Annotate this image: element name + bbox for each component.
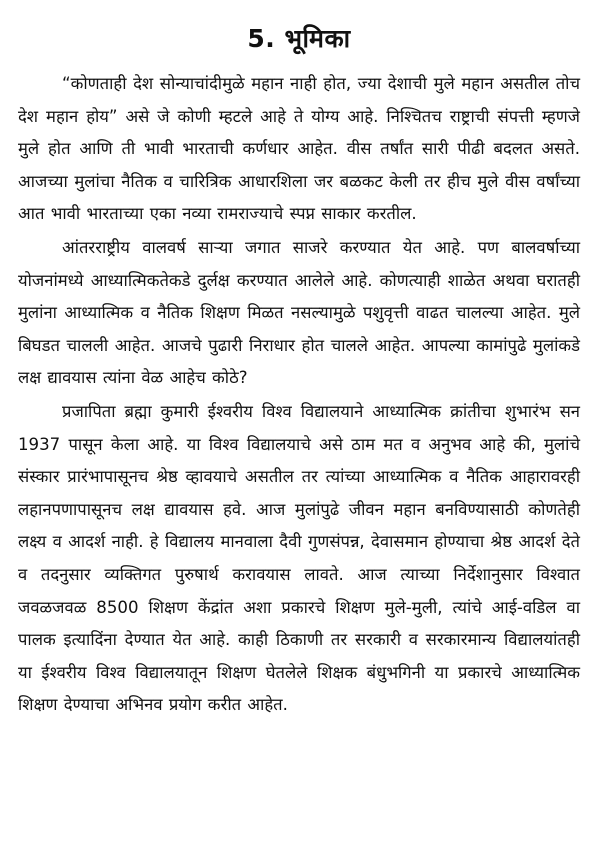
paragraph-brahma-kumaris: प्रजापिता ब्रह्मा कुमारी ईश्वरीय विश्व विद्यालयाने आध्यात्मिक क्रांतीचा शुभारंभ सन 1937 पासून केला आहे. या विश्व विद्यालयाचे असे ठाम मत व अनुभव आहे की, मुलांचे संस्कार प्रारंभापासूनच श्रेष्ठ व्हावयाचे असतील तर त्यांच्या आध्यात्मिक व नैतिक आहारावरही लहानपणापासूनच लक्ष द्यावयास हवे. आज मुलांपुढे जीवन महान बनविण्यासाठी कोणतेही लक्ष्य व आदर्श नाही. हे विद्यालय मानवाला दैवी गुणसंपन्न, देवासमान होण्याचा श्रेष्ठ आदर्श देते व तदनुसार व्यक्तिगत पुरुषार्थ करावयास लावते. आज त्याच्या निर्देशानुसार विश्वात जवळजवळ 8500 शिक्षण केंद्रांत अशा प्रकारचे शिक्षण मुले-मुली, त्यांचे आई-वडिल वा पालक इत्यादिंना देण्यात येत आहे. काही ठिकाणी तर सरकारी व सरकारमान्य विद्यालयांतही या ईश्वरीय विश्व विद्यालयातून शिक्षण घेतलेले शिक्षक बंधुभगिनी या प्रकारचे आध्यात्मिक शिक्षण देण्याचा अभिनव प्रयोग करीत आहेत. xyxy=(18,401,580,715)
paragraph-intro: “कोणताही देश सोन्याचांदीमुळे महान नाही होत, ज्या देशाची मुले महान असतील तोच देश महान होय” असे जे कोणी म्हटले आहे ते योग्य आहे. निश्चितच राष्ट्राची संपत्ती म्हणजे मुले होत आणि ती भावी भारताची कर्णधार आहेत. वीस तर्षांत सारी पीढी बदलत असते. आजच्या मुलांचा नैतिक व चारित्रिक आधारशिला जर बळकट केली तर हीच मुले वीस वर्षांच्या आत भावी भारताच्या एका नव्या रामराज्याचे स्पप्न साकार करतील. xyxy=(18,74,580,224)
paragraph-childrens-year: आंतरराष्ट्रीय वालवर्ष साऱ्या जगात साजरे करण्यात येत आहे. पण बालवर्षाच्या योजनांमध्ये आध्यात्मिकतेकडे दुर्लक्ष करण्यात आलेले आहे. कोणत्याही शाळेत अथवा घरातही मुलांना आध्यात्मिक व नैतिक शिक्षण मिळत नसल्यामुळे पशुवृत्ती वाढत चालल्या आहेत. मुले बिघडत चालली आहेत. आजचे पुढारी निराधार होत चालले आहेत. आपल्या कामांपुढे मुलांकडे लक्ष द्यावयास त्यांना वेळ आहेच कोठे? xyxy=(18,237,580,388)
page-title: 5. भूमिका xyxy=(247,24,351,53)
